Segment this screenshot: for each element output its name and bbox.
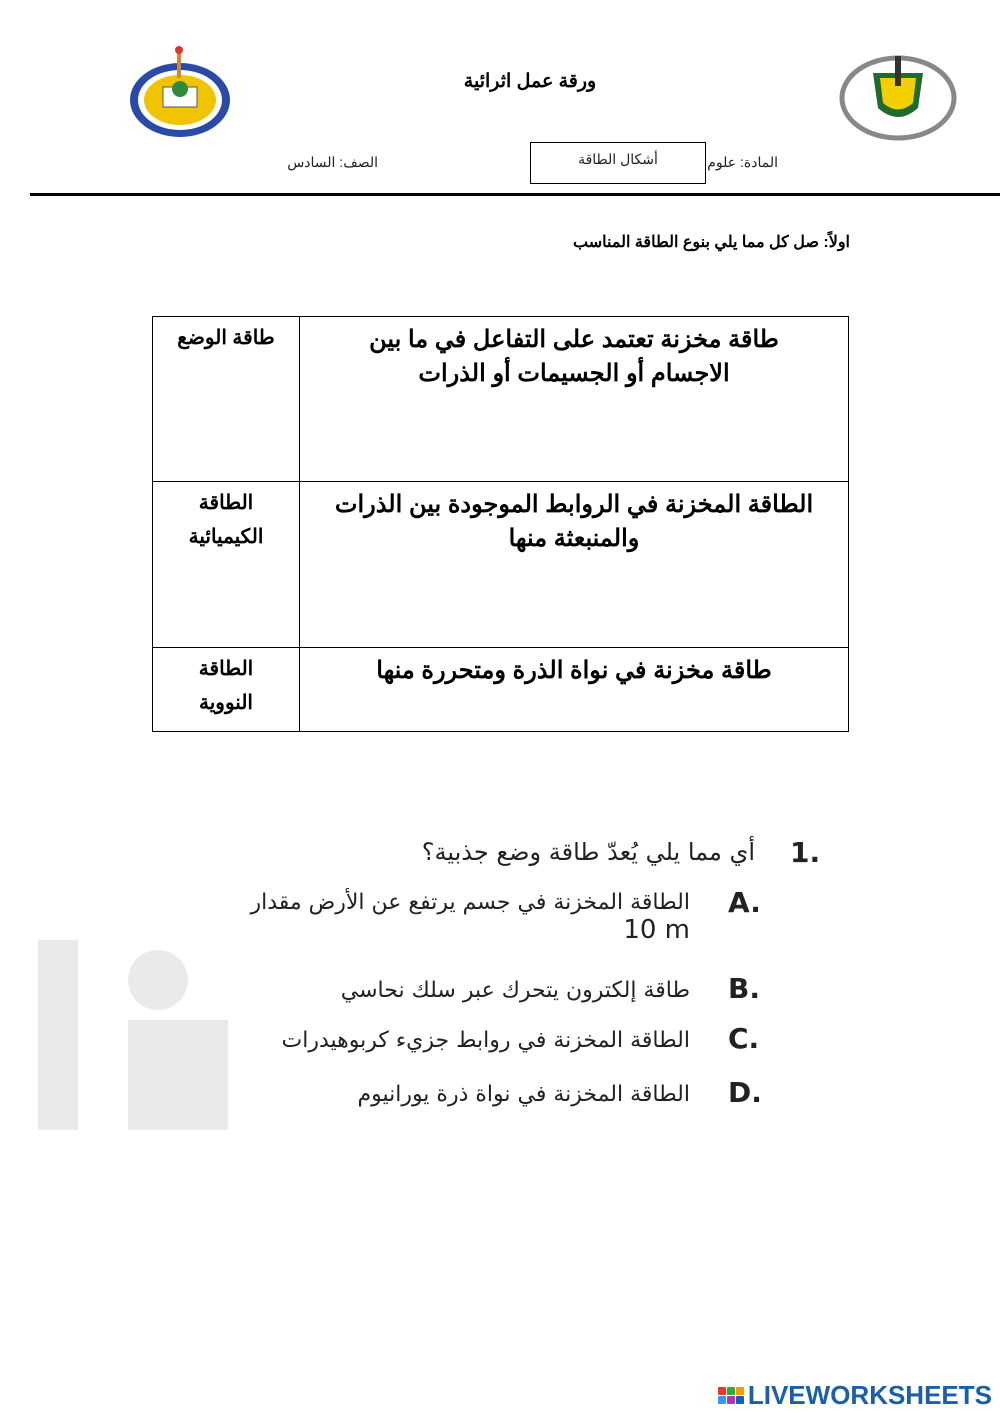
matching-table [152,316,849,732]
option-letter-d[interactable]: D. [728,1076,762,1109]
definition-cell [300,482,849,648]
liveworksheets-logo-icon [718,1387,744,1404]
term-cell[interactable] [153,648,300,732]
definition-line: الاجسام أو الجسيمات أو الذرات [418,360,730,387]
table-row [153,317,849,482]
subject-label: المادة: علوم [707,154,778,170]
term-line: الطاقة [198,492,254,514]
definition-line: والمنبعثة منها [508,525,640,552]
definition-cell [300,648,849,732]
instruction-heading: اولاً: صل كل مما يلي بنوع الطاقة المناسب [573,234,850,251]
grade-label: الصف: السادس [287,154,378,170]
term-line: النووية [199,692,253,714]
term-line: طاقة الوضع [177,327,275,349]
worksheet-title: ورقة عمل اثرائية [463,71,597,92]
term-line: الطاقة [198,658,254,680]
option-c-text[interactable]: الطاقة المخزنة في روابط جزيء كربوهيدرات [281,1028,690,1053]
liveworksheets-brand [718,1380,992,1411]
term-line: الكيميائية [188,526,264,548]
option-line: الطاقة المخزنة في جسم يرتفع عن الأرض مقدار [250,890,690,915]
definition-line: الطاقة المخزنة في الروابط الموجودة بين الذرات [334,491,814,518]
option-letter-b[interactable]: B. [728,972,760,1005]
question-number: 1. [790,836,821,869]
school-logo-left [125,45,235,140]
definition-cell [300,317,849,482]
term-cell[interactable] [153,482,300,648]
term-cell[interactable] [153,317,300,482]
option-line: 10 m [623,915,690,945]
option-b-text[interactable]: طاقة إلكترون يتحرك عبر سلك نحاسي [340,978,690,1003]
topic-box: أشكال الطاقة [530,142,706,184]
definition-line: طاقة مخزنة تعتمد على التفاعل في ما بين [369,326,779,353]
option-letter-c[interactable]: C. [728,1022,760,1055]
option-letter-a[interactable]: A. [728,886,761,919]
definition-line: طاقة مخزنة في نواة الذرة ومتحررة منها [376,657,772,684]
brand-text: LIVEWORKSHEETS [747,1380,992,1410]
school-logo-right [838,48,958,143]
question-text: أي مما يلي يُعدّ طاقة وضع جذبية؟ [421,838,755,866]
table-row [153,482,849,648]
table-row [153,648,849,732]
option-d-text[interactable]: الطاقة المخزنة في نواة ذرة يورانيوم [357,1082,690,1107]
option-a-text[interactable] [70,890,690,945]
header-divider [30,193,1000,196]
